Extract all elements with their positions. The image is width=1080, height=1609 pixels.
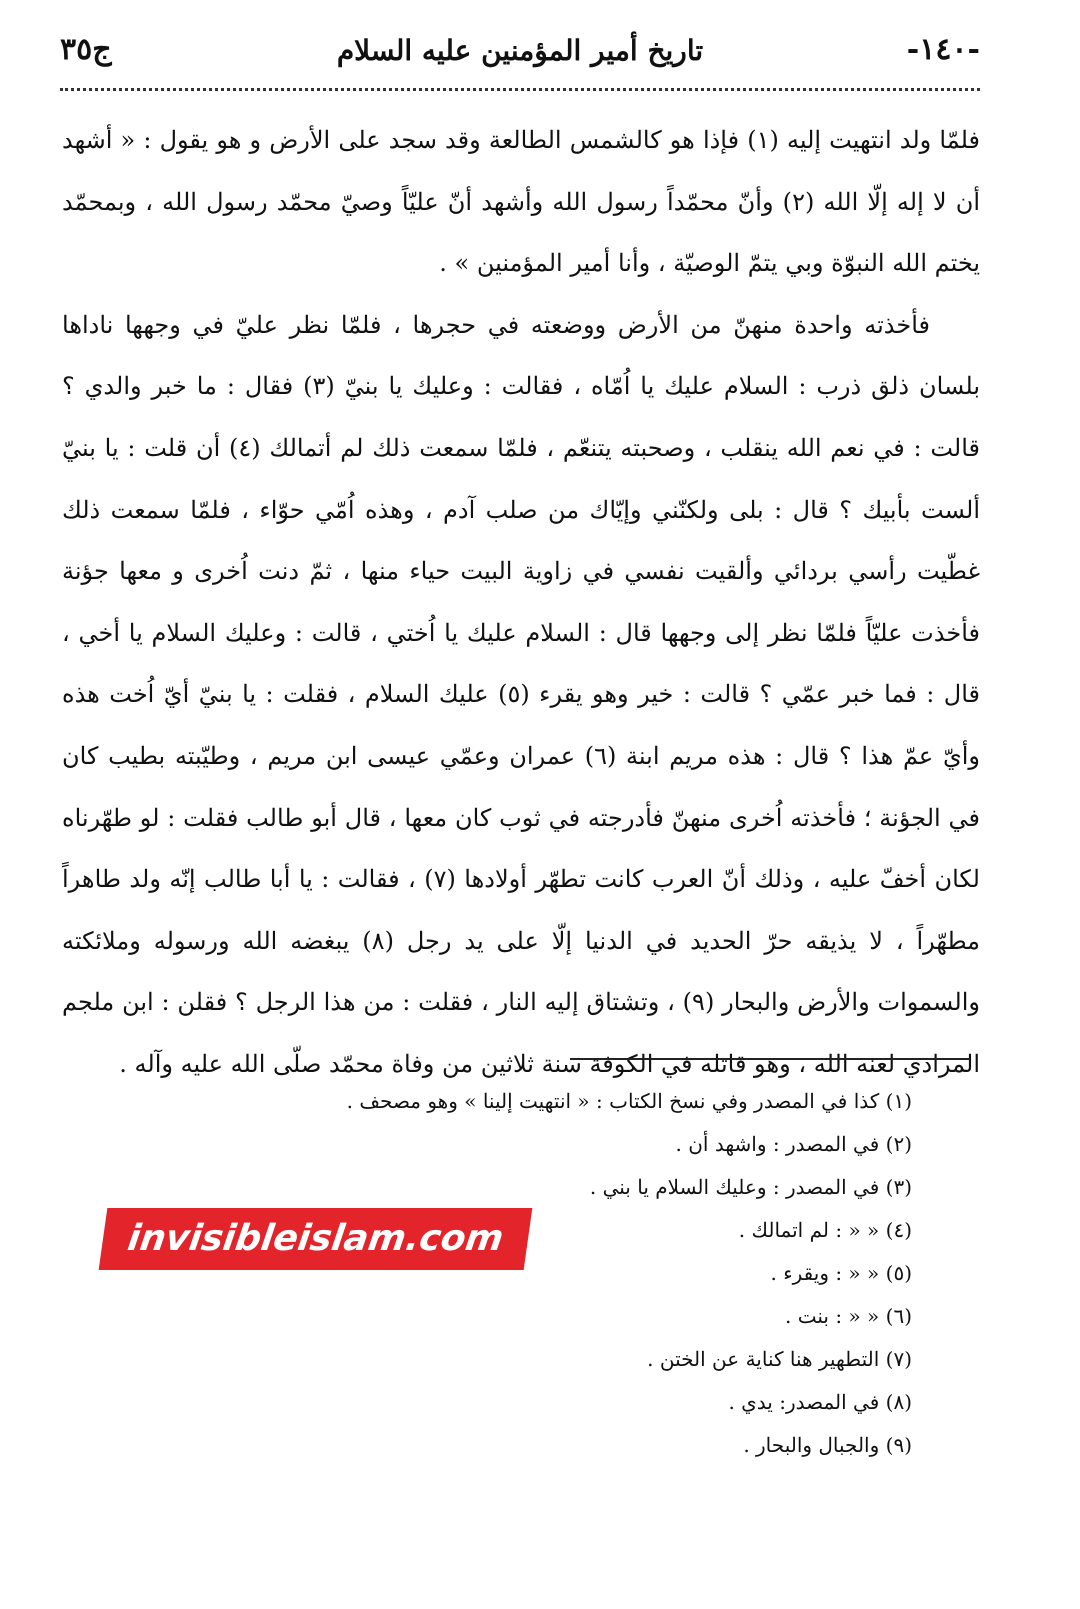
- footnote: (٥) « « : ويقرء .: [770, 1261, 912, 1285]
- footnote: (٨) في المصدر: يدي .: [728, 1390, 912, 1414]
- main-text: [62, 110, 980, 1096]
- footnote: (٦) « « : بنت .: [785, 1304, 912, 1328]
- footnote: (٩) والجبال والبحار .: [743, 1433, 912, 1457]
- footnote: (٧) التطهير هنا كناية عن الختن .: [647, 1347, 912, 1371]
- footnotes: [60, 1080, 912, 1467]
- watermark-banner: invisibleislam.com: [99, 1208, 533, 1270]
- footnote: (٣) في المصدر : وعليك السلام يا بني .: [589, 1175, 912, 1199]
- header-divider: [60, 88, 980, 91]
- paragraph: فلمّا ولد انتهيت إليه (١) فإذا هو كالشمس الطالعة وقد سجد على الأرض و هو يقول : « أشهد أن لا إله إلّا الله (٢) وأنّ محمّداً رسول الله وأشهد أنّ عليّاً وصيّ محمّد رسول الله ، وبمحمّد يختم الله النبوّة وبي يتمّ الوصيّة ، وأنا أمير المؤمنين » .: [62, 126, 981, 278]
- footnote-separator: [570, 1058, 970, 1060]
- footnote: (٢) في المصدر : واشهد أن .: [675, 1132, 912, 1156]
- running-title: تاريخ أمير المؤمنين عليه السلام: [336, 34, 704, 67]
- page-header: [60, 28, 980, 78]
- page-number: -١٤٠-: [906, 32, 980, 67]
- footnote: (١) كذا في المصدر وفي نسخ الكتاب : « انتهيت إلينا » وهو مصحف .: [346, 1089, 912, 1113]
- volume-number: ج٣٥: [60, 32, 112, 67]
- footnote: (٤) « « : لم اتمالك .: [738, 1218, 912, 1242]
- paragraph: فأخذته واحدة منهنّ من الأرض ووضعته في حجرها ، فلمّا نظر عليّ في وجهها ناداها بلسان ذلق ذرب : السلام عليك يا اُمّاه ، فقالت : وعليك يا بنيّ (٣) فقال : ما خبر والدي ؟ قالت : في نعم الله ينقلب ، وصحبته يتنعّم ، فلمّا سمعت ذلك لم أتمالك (٤) أن قلت : يا بنيّ ألست بأبيك ؟ قال : بلى ولكنّني وإيّاك من صلب آدم ، وهذه اُمّي حوّاء ، فلمّا سمعت ذلك غطّيت رأسي بردائي وألقيت نفسي في زاوية البيت حياء منها ، ثمّ دنت اُخرى و معها جؤنة فأخذت عليّاً فلمّا نظر إلى وجهها قال : السلام عليك يا اُختي ، قالت : وعليك السلام يا أخي ، قال : فما خبر عمّي ؟ قالت : خير وهو يقرء (٥) عليك السلام ، فقلت : يا بنيّ أيّ اُخت هذه وأيّ عمّ هذا ؟ قال : هذه مريم ابنة (٦) عمران وعمّي عيسى ابن مريم ، وطيّبته بطيب كان في الجؤنة ؛ فأخذته اُخرى منهنّ فأدرجته في ثوب كان معها ، قال أبو طالب فقلت : لو طهّرناه لكان أخفّ عليه ، وذلك أنّ العرب كانت تطهّر أولادها (٧) ، فقالت : يا أبا طالب إنّه ولد طاهراً مطهّراً ، لا يذيقه حرّ الحديد في الدنيا إلّا على يد رجل (٨) يبغضه الله ورسوله وملائكته والسموات والأرض والبحار (٩) ، وتشتاق إليه النار ، فقلت : من هذا الرجل ؟ فقلن : ابن ملجم المرادي لعنه الله ، وهو قاتله في الكوفة سنة ثلاثين من وفاة محمّد صلّى الله عليه وآله .: [62, 310, 981, 1078]
